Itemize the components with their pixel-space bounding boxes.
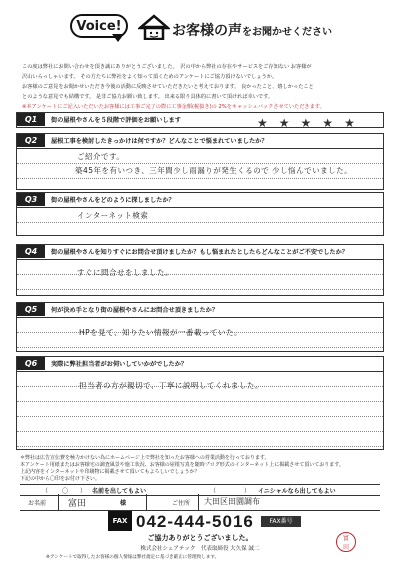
question-q1 [16, 112, 384, 128]
footnote-line: 本アンケート用紙またはお客様宅の調査風景や施工状況、お客様の屋根写真を随時ブログ形式のインターネット上に掲載させて頂いております。 [20, 462, 344, 468]
answer-lines [17, 208, 383, 237]
intro-line: この度は弊社にお問い合わせを頂き誠にありがとうございました。 沢の中から弊社の存在やサービスをご存知ない お客様が [22, 64, 312, 70]
answer-lines [17, 149, 383, 193]
answer-lines [17, 260, 383, 304]
answer-text: すぐに問合せをしました。 [77, 268, 173, 277]
footnote-line: 上記内容をインターネットや印刷物に掲載させて頂いてもよろしいでしょうか？ [20, 469, 200, 475]
question-tag: Q4 [17, 245, 45, 258]
intro-line: お客様のご意見をお聞かせいただき今後の活動に反映させていただきたいと考えております。 良かったこと、嬉しかったこと [22, 84, 314, 90]
star-icon: ★ [257, 116, 268, 130]
answer-text: HPを見て、知りたい情報が一番載っていた。 [79, 328, 243, 337]
question-text: 街の屋根やさんをどのように探しましたか？ [51, 197, 175, 204]
intro-line: 沢山いらっしゃいます。 その方たちに弊社をよく知って頂くためのアンケートにご協力頂けないでしょうか。 [22, 74, 278, 80]
intro-text [22, 62, 378, 112]
question-q3 [16, 192, 384, 236]
question-text: 街の屋根やさんを知りすぐにお問合せ頂けましたか？もし悩まれたとしたらどんなことがご不安でしたか？ [51, 249, 348, 256]
paren-open: （ [210, 488, 217, 495]
thanks-message: ご協力ありがとうございました。 [147, 534, 253, 542]
question-tag: Q2 [17, 134, 45, 147]
paren-close: ） [244, 488, 251, 495]
answer-lines [17, 372, 383, 461]
intro-line: とのような意見でも結構です。 是非ご協力お願い致します。 出来る限り具体的に書いて頂ければ幸いです。 [22, 94, 274, 100]
fax-label: FAX番号 [261, 516, 301, 527]
question-text: 屋根工事を検討したきっかけは何ですか？どんなことで悩まれていましたか？ [51, 138, 268, 145]
footnote-line: ＊弊社は広告宣伝費を極力かけない為にホームページ上で弊社を知ったお客様への営業活動を行っております。 [20, 455, 270, 461]
question-q5 [16, 302, 384, 352]
answer-text: 担当者の方が親切で、丁寧に説明してくれました。 [79, 381, 263, 390]
fax-icon: FAX [108, 511, 132, 531]
star-icon: ★ [300, 116, 312, 130]
address-label: ご住所 [172, 500, 191, 507]
name-address-row [20, 494, 380, 511]
initial-option-label: イニシャルなら出してもよい [258, 488, 336, 495]
rating-stars [257, 112, 366, 131]
question-tag: Q6 [17, 357, 45, 370]
answer-text: インターネット検索 [77, 211, 149, 220]
question-head [17, 245, 383, 260]
publication-consent-note [20, 455, 380, 483]
speech-bubble-tail [112, 34, 124, 42]
name-option-label: 名前を出してもよい [92, 488, 147, 495]
question-head [17, 134, 383, 149]
question-head [17, 193, 383, 208]
question-text: 街の屋根やさんを５段階で評価をお願いします [51, 117, 181, 124]
question-head [17, 303, 383, 318]
name-value[interactable]: 富田 [68, 499, 87, 509]
star-icon: ★ [322, 116, 334, 130]
name-option-mark[interactable]: 〇 [62, 488, 69, 495]
privacy-note: ※アンケートで取得したお客様の個人情報は弊社規定に基づき厳正に管理致します。 [46, 555, 220, 560]
question-head [17, 357, 383, 372]
star-icon: ★ [278, 116, 290, 130]
question-tag: Q5 [17, 303, 45, 316]
hanko-seal [336, 532, 356, 552]
question-q4 [16, 244, 384, 296]
seal-char: 富 [342, 535, 349, 542]
question-tag: Q3 [17, 193, 45, 206]
survey-header [50, 10, 350, 50]
fax-number: 042-444-5016 [136, 512, 254, 531]
question-text: 実際に弊社担当者がお伺いしていかがでしたか？ [51, 361, 188, 368]
star-icon: ★ [344, 116, 355, 130]
voice-badge: Voice! [70, 14, 128, 38]
name-label: お名前 [28, 500, 47, 507]
cashback-notice: ※本アンケートにご記入いただいたお客様には工事ご完了の際に工事金額(税抜き)の 2%をキャッシュバックさせていただきます。 [22, 104, 325, 110]
footnote-line: 下記の中から〇印をお付け下さい。 [20, 476, 101, 482]
paren-close: ） [80, 488, 87, 495]
answer-text: 築45年を有いつき、三年間少し雨漏りが発生くるので 少し悩んでいました。 [75, 166, 353, 175]
seal-char: 田 [342, 544, 349, 551]
title-main: お客様の声 [172, 23, 242, 39]
company-name: 株式会社シェアテック 代表取締役 大久保 誠二 [140, 546, 260, 552]
answer-text: ご紹介です。 [77, 152, 125, 161]
honorific: 様 [120, 500, 127, 507]
fax-block [108, 511, 298, 531]
house-icon [138, 14, 170, 40]
paren-open: （ [42, 488, 49, 495]
address-value[interactable]: 大田区田園調布 [204, 497, 260, 506]
question-text: 何が決め手となり街の屋根やさんにお問合せ頂きましたか？ [51, 307, 219, 314]
question-tag: Q1 [17, 113, 45, 126]
survey-title [172, 20, 332, 40]
title-rest: をお聞かせください [242, 27, 332, 38]
question-q6 [16, 356, 384, 450]
question-q2 [16, 133, 384, 190]
